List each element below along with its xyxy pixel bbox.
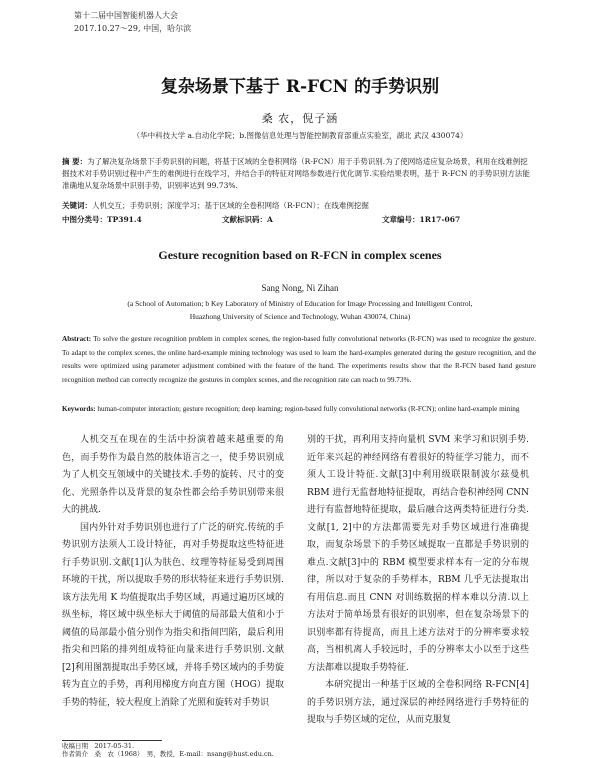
body-paragraph: 别的干扰，再利用支持向量机 SVM 来学习和识别手势.近年来兴起的神经网络有着很好的特征学习能力，而不须人工设计特征.文献[3]中利用级联限制波尔兹曼机 RBM 进行无监督地特征提取，再结合卷积神经网 CNN 进行有监督地特征提取，最后融合这两类特征进行分类.文献[1, 2]中的方法都需要先对手势区域进行准确提取，而复杂场景下的手势区域提取一直都是手势识别的难点.文献[3]中的 RBM 模型要求样本有一定的分布规律，所以对于复杂的手势样本，RBM 几乎无法提取出有用信息.而且 CNN 对训练数据的样本难以分清.以上方法对于简单场景有很好的识别率，但在复杂场景下的识别率都有待提高，而且上述方法对于的分辨率要求较高，当相机离人手较远时，手的分辨率太小以至于这些方法都难以提取手势特征. xyxy=(307,435,529,673)
chinese-abstract-label: 摘 要： xyxy=(62,157,88,166)
chinese-abstract xyxy=(62,156,534,192)
chinese-abstract-text: 为了解决复杂场景下手势识别的问题，将基于区域的全卷积网络（R-FCN）用于手势识别.为了使网络适应复杂场景，利用在线难例挖掘技术对手势识别过程中产生的难例进行在线学习，并结合手的特征对网络参数进行优化调节.实验结果表明，基于 R-FCN 的手势识别方法能准确地从复杂场景中识别手势，识别率达到 99.73%. xyxy=(62,157,530,190)
english-authors: Sang Nong, Ni Zihan xyxy=(261,283,339,293)
article-number xyxy=(382,214,460,225)
english-affiliation-line-1: (a School of Automation; b Key Laboratory of Ministry of Education for Image Processing and Intelligent Control, xyxy=(127,299,473,308)
chinese-keywords-text: 人机交互；手势识别；深度学习；基于区域的全卷积网络（R-FCN）；在线难例挖掘 xyxy=(92,201,369,210)
clc-number xyxy=(62,214,142,225)
english-abstract-label: Abstract: xyxy=(62,335,92,343)
conference-name: 第十二届中国智能机器人大会 xyxy=(74,11,178,20)
body-paragraph: 国内外针对手势识别也进行了广泛的研究.传统的手势识别方法须人工设计特征，再对手势提取这些特征进行手势识别.文献[1]认为肤色、纹理等特征易受到周围环境的干扰，所以提取手势的形状特征来进行手势识别.该方法先用 K 均值提取出手势区域，再通过遍历区域的纵坐标，将区域中纵坐标大于阈值的局部最大值和小于阈值的局部最小值分别作为指尖和指间凹陷，最后利用指尖和凹陷的排列组成特征向量来进行手势识别.文献[2]利用图割提取出手势区域，并将手势区域内的手势旋转为直立的手势，再利用梯度方向直方图（HOG）提取手势的特征，较大程度上消除了光照和旋转对手势识 xyxy=(62,522,284,708)
chinese-title: 复杂场景下基于 R-FCN 的手势识别 xyxy=(160,77,440,97)
article-number-label: 文章编号： xyxy=(382,215,420,224)
footnote-author: 作者简介 桑 农（1968） 男，教授，E-mail：nsang@hust.edu.cn. xyxy=(62,750,274,758)
footnote-divider xyxy=(62,740,162,741)
body-paragraph: 本研究提出一种基于区域的全卷积网络 R-FCN[4] 的手势识别方法，通过深层的神经网络进行手势特征的提取与手势区域的定位，从而克服复 xyxy=(307,680,529,725)
document-code-value: A xyxy=(267,215,273,224)
body-paragraph: 人机交互在现在的生活中扮演着越来越重要的角色，而手势作为最自然的肢体语言之一，使手势识别成为了人机交互领域中的关键技术.手势的旋转、尺寸的变化、光照条件以及背景的复杂性都会给手势识别带来很大的挑战. xyxy=(62,435,284,515)
body-column-left xyxy=(62,432,284,712)
english-keywords xyxy=(62,403,536,417)
english-keywords-text: human-computer interaction; gesture recognition; deep learning; region-based fully convolutional networks (R-FCN); online hard-example mining xyxy=(97,405,520,413)
footnote-received: 收稿日期 2017-05-31. xyxy=(62,742,135,750)
article-number-value: 1R17-067 xyxy=(419,215,461,224)
chinese-keywords xyxy=(62,200,534,212)
body-column-right xyxy=(307,432,529,730)
conference-date-place: 2017.10.27～29, 中国，哈尔滨 xyxy=(74,24,192,33)
chinese-affiliation: （华中科技大学 a.自动化学院；b.图像信息处理与智能控制教育部重点实验室，湖北 武汉 430074） xyxy=(132,131,468,140)
clc-value: TP391.4 xyxy=(107,215,142,224)
english-affiliation-line-2: Huazhong University of Science and Technology, Wuhan 430074, China) xyxy=(189,312,411,321)
english-keywords-label: Keywords: xyxy=(62,405,96,413)
english-abstract xyxy=(62,333,536,387)
clc-label: 中图分类号： xyxy=(62,215,107,224)
document-code-label: 文献标识码： xyxy=(222,215,267,224)
english-abstract-text: To solve the gesture recognition problem in complex scenes, the region-based fully convolutional networks (R-FCN) was used to recognize the gesture. To adapt to the complex scenes, the online hard-example mining technology was used to learn the hard-examples generated during the gesture recognition, and the results were optimized using parameter adjustment combined with the feature of the hand. The experiments results show that the R-FCN based hand gesture recognition method can correctly recognize the gestures in complex scenes, and the recognition rate can reach to 99.73%. xyxy=(62,335,536,384)
chinese-authors: 桑 农，倪子涵 xyxy=(261,112,339,125)
footnote xyxy=(62,742,274,758)
english-title: Gesture recognition based on R-FCN in complex scenes xyxy=(158,248,442,262)
chinese-keywords-label: 关键词： xyxy=(62,201,92,210)
document-code xyxy=(222,214,273,225)
